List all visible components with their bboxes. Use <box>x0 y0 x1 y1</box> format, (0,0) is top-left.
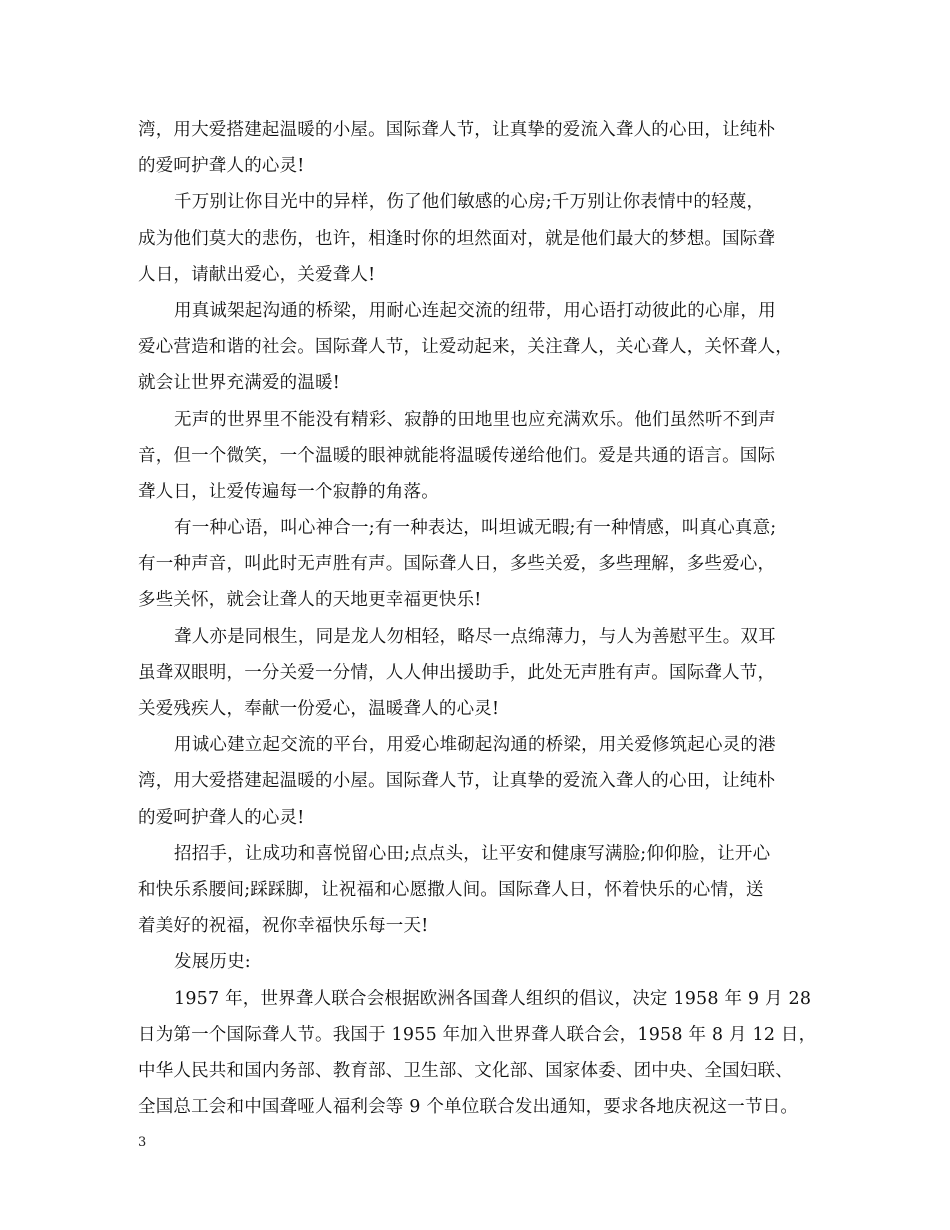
text-line: 和快乐系腰间;踩踩脚，让祝福和心愿撒人间。国际聋人日，怀着快乐的心情，送 <box>138 879 764 900</box>
text-line: 的爱呵护聋人的心灵! <box>138 156 305 177</box>
text-line: 无声的世界里不能没有精彩、寂静的田地里也应充满欢乐。他们虽然听不到声 <box>174 409 776 430</box>
text-line: 千万别让你目光中的异样，伤了他们敏感的心房;千万别让你表情中的轻蔑， <box>174 192 765 213</box>
section-heading: 发展历史: <box>174 952 251 973</box>
text-line: 有一种声音，叫此时无声胜有声。国际聋人日，多些关爱，多些理解，多些爱心， <box>138 554 776 575</box>
text-line: 成为他们莫大的悲伤，也许，相逢时你的坦然面对，就是他们最大的梦想。国际聋 <box>138 228 776 249</box>
text-line: 1957 年，世界聋人联合会根据欧洲各国聋人组织的倡议，决定 1958 年 9 月 28 <box>174 988 812 1009</box>
text-line: 用真诚架起沟通的桥梁，用耐心连起交流的纽带，用心语打动彼此的心扉，用 <box>174 300 776 321</box>
page-number: 3 <box>138 1135 147 1150</box>
text-line: 湾，用大爱搭建起温暖的小屋。国际聋人节，让真挚的爱流入聋人的心田，让纯朴 <box>138 771 776 792</box>
text-line: 着美好的祝福，祝你幸福快乐每一天! <box>138 916 429 937</box>
text-line: 聋人亦是同根生，同是龙人勿相轻，略尽一点绵薄力，与人为善慰平生。双耳 <box>174 626 776 647</box>
text-line: 的爱呵护聋人的心灵! <box>138 807 305 828</box>
text-line: 聋人日，让爱传遍每一个寂静的角落。 <box>138 481 439 502</box>
text-line: 爱心营造和谐的社会。国际聋人节，让爱动起来，关注聋人，关心聋人，关怀聋人， <box>138 337 793 358</box>
text-line: 就会让世界充满爱的温暖! <box>138 373 340 394</box>
text-line: 用诚心建立起交流的平台，用爱心堆砌起沟通的桥梁，用关爱修筑起心灵的港 <box>174 735 776 756</box>
text-line: 湾，用大爱搭建起温暖的小屋。国际聋人节，让真挚的爱流入聋人的心田，让纯朴 <box>138 120 776 140</box>
text-line: 多些关怀，就会让聋人的天地更幸福更快乐! <box>138 590 482 611</box>
text-line: 中华人民共和国内务部、教育部、卫生部、文化部、国家体委、团中央、全国妇联、 <box>138 1060 793 1081</box>
text-line: 虽聋双眼明，一分关爱一分情，人人伸出援助手，此处无声胜有声。国际聋人节， <box>138 662 776 683</box>
text-line: 关爱残疾人，奉献一份爱心，温暖聋人的心灵! <box>138 699 500 719</box>
text-line: 全国总工会和中国聋哑人福利会等 9 个单位联合发出通知，要求各地庆祝这一节日。 <box>138 1097 799 1118</box>
text-line: 人日，请献出爱心，关爱聋人! <box>138 264 376 285</box>
text-line: 招招手，让成功和喜悦留心田;点点头，让平安和健康写满脸;仰仰脸，让开心 <box>174 843 771 864</box>
body-text <box>138 112 818 1125</box>
text-line: 日为第一个国际聋人节。我国于 1955 年加入世界聋人联合会，1958 年 8 月 12 日， <box>138 1024 817 1045</box>
text-line: 有一种心语，叫心神合一;有一种表达，叫坦诚无暇;有一种情感，叫真心真意; <box>174 518 777 539</box>
text-line: 音，但一个微笑，一个温暖的眼神就能将温暖传递给他们。爱是共通的语言。国际 <box>138 445 776 466</box>
